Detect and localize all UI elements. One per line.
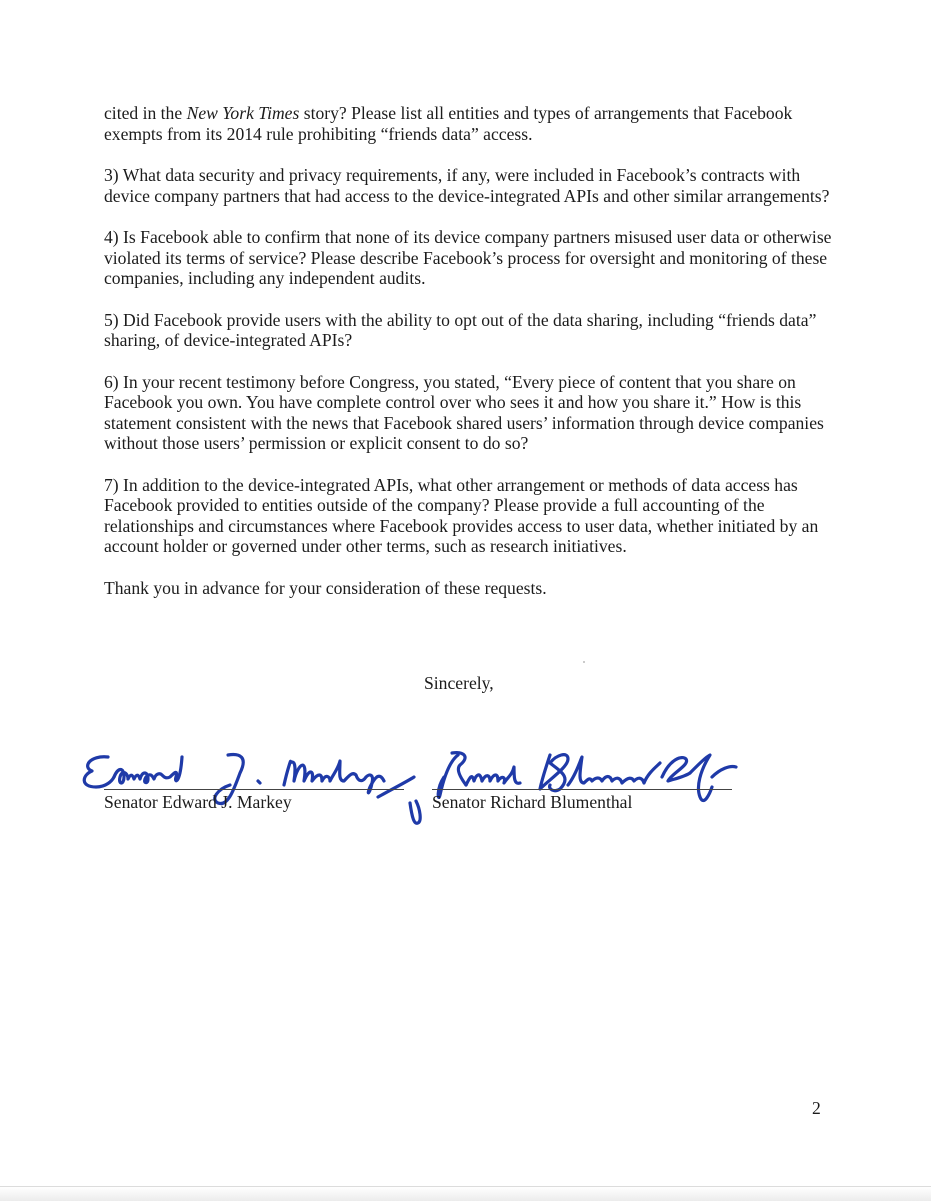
letter-body bbox=[104, 103, 834, 619]
paragraph-1 bbox=[104, 103, 834, 144]
question-4: 4) Is Facebook able to confirm that none of its device company partners misused user data or otherwise violated its terms of service? Please describe Facebook’s process for oversight and monitoring of these companies, including any independent audits. bbox=[104, 227, 832, 288]
question-7: 7) In addition to the device-integrated APIs, what other arrangement or methods of data access has Facebook provided to entities outside of the company? Please provide a full accounting of the relationships and circumstances where Facebook provides access to user data, whether initiated by an account holder or governed under other terms, such as research initiatives. bbox=[104, 474, 819, 556]
blumenthal-name: Senator Richard Blumenthal bbox=[432, 792, 633, 812]
markey-signature bbox=[78, 737, 438, 827]
paragraph-1-text: cited in the bbox=[104, 103, 187, 123]
markey-signature-line bbox=[104, 789, 404, 790]
scan-speck bbox=[583, 661, 585, 663]
thank-you-line: Thank you in advance for your consideration of these requests. bbox=[104, 577, 547, 598]
blumenthal-signature-line bbox=[432, 789, 732, 790]
markey-name: Senator Edward J. Markey bbox=[104, 792, 292, 812]
closing: Sincerely, bbox=[424, 673, 494, 693]
newspaper-title: New York Times bbox=[186, 103, 300, 123]
question-3: 3) What data security and privacy requirements, if any, were included in Facebook’s contracts with device company partners that had access to the device-integrated APIs and other similar arrangements? bbox=[104, 165, 830, 206]
paragraph-1-text-cont: story? Please list all entities and types of arrangements that Facebook exempts from its 2014 rule prohibiting “friends data” access. bbox=[104, 103, 793, 144]
page-number: 2 bbox=[812, 1098, 821, 1118]
question-5: 5) Did Facebook provide users with the ability to opt out of the data sharing, including “friends data” sharing, of device-integrated APIs? bbox=[104, 309, 817, 350]
blumenthal-signature bbox=[400, 737, 760, 837]
question-6: 6) In your recent testimony before Congress, you stated, “Every piece of content that you share on Facebook you own. You have complete control over who sees it and how you share it.” How is this statement consistent with the news that Facebook shared users’ information through device companies without those users’ permission or explicit consent to do so? bbox=[104, 371, 824, 453]
page-bottom-edge bbox=[0, 1186, 931, 1201]
